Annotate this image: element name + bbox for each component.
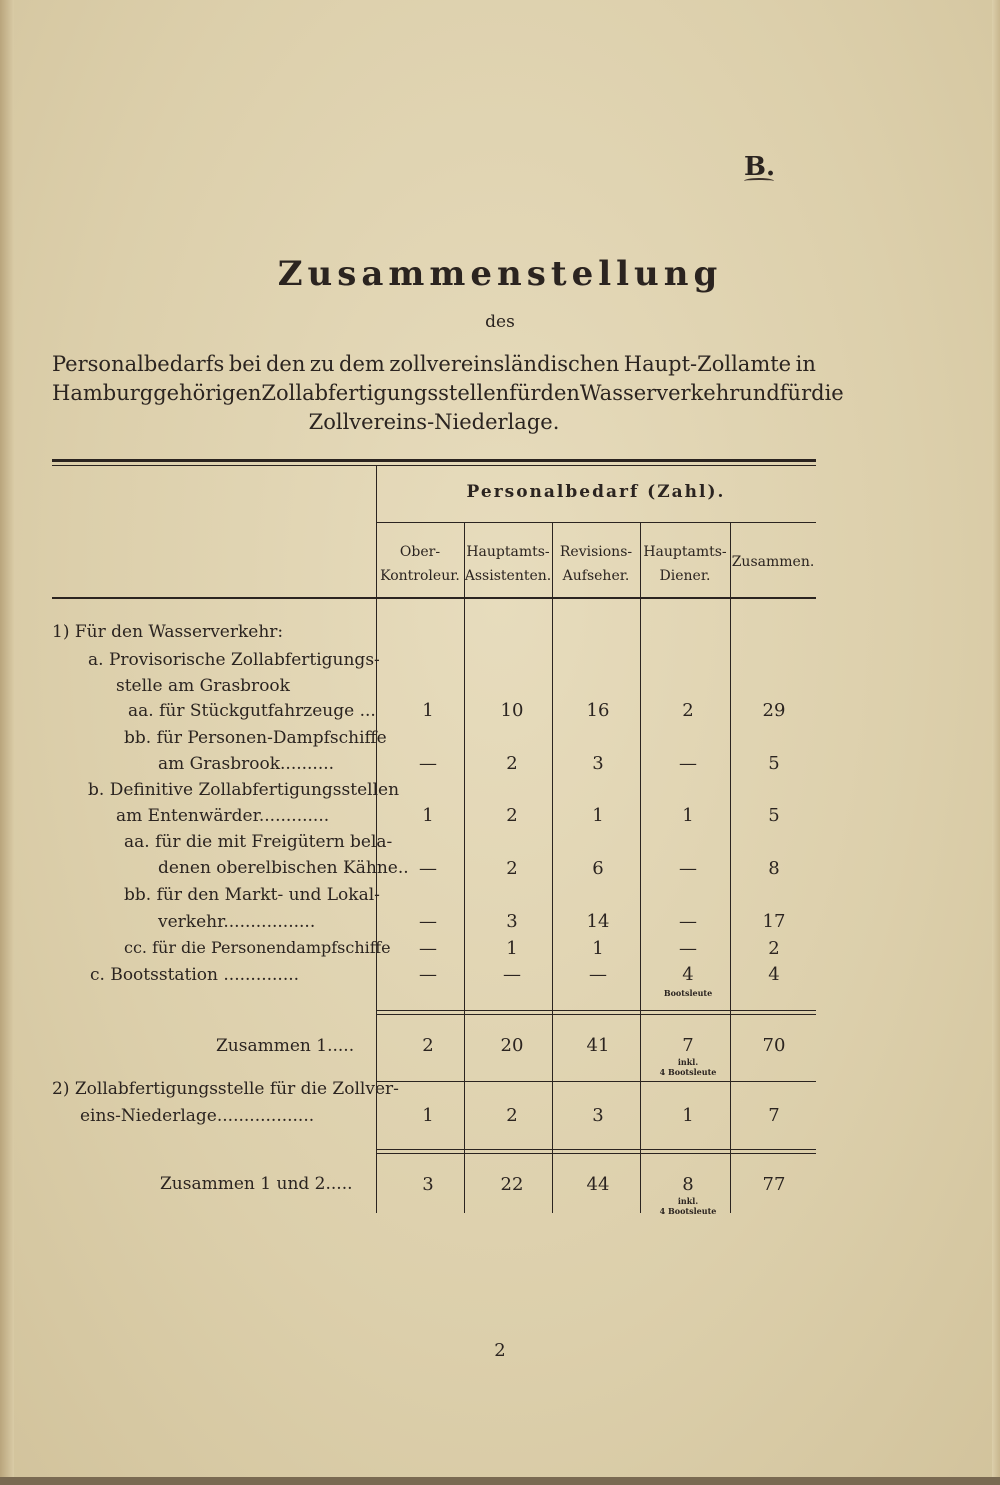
cell-b-zusammen: 5 <box>768 805 780 826</box>
intro-word: bei <box>228 352 262 376</box>
cell-b-aa-aufseher: 6 <box>592 858 604 879</box>
intro-word: und <box>739 381 780 405</box>
group-header-rule <box>376 522 816 523</box>
cell-b-aa-zusammen: 8 <box>768 858 780 879</box>
cell-b-assistenten: 2 <box>506 805 518 826</box>
group-header: Personalbedarf (Zahl). <box>466 482 726 502</box>
cell-total-zusammen: 77 <box>762 1174 786 1195</box>
intro-word: gehörigen <box>153 381 262 405</box>
cell-aa-assistenten: 10 <box>500 700 524 721</box>
cell-total-ober: 3 <box>422 1174 434 1195</box>
cell-s2-diener: 1 <box>682 1105 694 1126</box>
intro-line-3: Zollvereins-Niederlage. <box>308 410 560 434</box>
subtotal-rule <box>376 1010 816 1011</box>
title-connector: des <box>485 312 515 332</box>
cell-total-diener: 8 <box>682 1174 694 1195</box>
page-right-edge <box>992 0 1000 1485</box>
header-bottom-rule <box>52 597 816 599</box>
cell-total-diener-note-2: 4 Bootsleute <box>659 1206 717 1216</box>
cell-c-zusammen: 4 <box>768 964 780 985</box>
row-label-b-cont: am Entenwärder............. <box>116 806 330 826</box>
row-label-b: b. Definitive Zollabfertigungsstellen <box>88 780 400 800</box>
cell-z1-diener-note-2: 4 Bootsleute <box>659 1067 717 1077</box>
cell-s2-ober: 1 <box>422 1105 434 1126</box>
row-label-total: Zusammen 1 und 2..... <box>160 1174 353 1194</box>
row-label-c: c. Bootsstation .............. <box>90 965 300 985</box>
row-label-a-cont: stelle am Grasbrook <box>116 676 290 696</box>
cell-s2-assistenten: 2 <box>506 1105 518 1126</box>
intro-word: für <box>779 381 812 405</box>
row-label-section-2: 2) Zollabfertigungsstelle für die Zollver- <box>52 1079 399 1099</box>
cell-aa-aufseher: 16 <box>586 700 610 721</box>
cell-b-diener: 1 <box>682 805 694 826</box>
cell-z1-aufseher: 41 <box>586 1035 610 1056</box>
subtotal-rule-double <box>376 1014 816 1015</box>
section-rule <box>376 1081 816 1082</box>
intro-line-2 <box>52 379 844 408</box>
cell-cc-zusammen: 2 <box>768 938 780 959</box>
cell-total-aufseher: 44 <box>586 1174 610 1195</box>
cell-b-bb-diener: — <box>679 911 697 932</box>
cell-b-bb-zusammen: 17 <box>762 911 786 932</box>
cell-aa-ober: 1 <box>422 700 434 721</box>
cell-c-diener: 4 <box>682 964 694 985</box>
cell-z1-assistenten: 20 <box>500 1035 524 1056</box>
row-label-subtotal-1: Zusammen 1..... <box>216 1036 355 1056</box>
cell-c-diener-note: Bootsleute <box>663 988 713 998</box>
table-top-rule-thick <box>52 459 816 462</box>
cell-s2-zusammen: 7 <box>768 1105 780 1126</box>
section-mark-underline <box>744 178 774 184</box>
row-label-bb-cont: am Grasbrook.......... <box>158 754 335 774</box>
intro-line-1 <box>52 350 816 379</box>
row-label-b-aa-cont: denen oberelbischen Kähne.. <box>158 858 409 878</box>
intro-word: die <box>811 381 844 405</box>
page-bottom-edge <box>0 1477 1000 1485</box>
cell-c-aufseher: — <box>589 964 607 985</box>
intro-word: in <box>795 352 816 376</box>
column-header-ober-kontroleur: Ober- Kontroleur. <box>380 544 460 584</box>
cell-z1-diener-note-1: inkl. <box>677 1057 699 1067</box>
table-top-rule-thin <box>52 465 816 466</box>
cell-cc-assistenten: 1 <box>506 938 518 959</box>
intro-word: Personalbedarfs <box>52 352 225 376</box>
cell-cc-ober: — <box>419 938 437 959</box>
row-label-b-aa: aa. für die mit Freigütern bela- <box>124 832 393 852</box>
intro-word: für <box>509 381 541 405</box>
row-label-section-1: 1) Für den Wasserverkehr: <box>52 622 284 642</box>
cell-b-aa-ober: — <box>419 858 437 879</box>
cell-z1-zusammen: 70 <box>762 1035 786 1056</box>
cell-bb-ober: — <box>419 753 437 774</box>
cell-aa-zusammen: 29 <box>762 700 786 721</box>
cell-cc-aufseher: 1 <box>592 938 604 959</box>
cell-s2-aufseher: 3 <box>592 1105 604 1126</box>
row-label-aa: aa. für Stückgutfahrzeuge ... <box>128 701 376 721</box>
intro-word: Haupt-Zollamte <box>623 352 792 376</box>
row-label-a: a. Provisorische Zollabfertigungs- <box>88 650 380 670</box>
column-header-zusammen: Zusammen. <box>731 554 815 570</box>
intro-word: den <box>265 352 306 376</box>
page-number: 2 <box>494 1340 506 1361</box>
cell-bb-aufseher: 3 <box>592 753 604 774</box>
cell-aa-diener: 2 <box>682 700 694 721</box>
row-label-b-cc: cc. für die Personendampfschiffe <box>124 938 391 957</box>
cell-z1-ober: 2 <box>422 1035 434 1056</box>
cell-c-assistenten: — <box>503 964 521 985</box>
cell-z1-diener: 7 <box>682 1035 694 1056</box>
cell-bb-assistenten: 2 <box>506 753 518 774</box>
cell-c-ober: — <box>419 964 437 985</box>
column-header-revisions-aufseher: Revisions- Aufseher. <box>559 544 633 584</box>
page-binding-edge <box>0 0 14 1485</box>
cell-cc-diener: — <box>679 938 697 959</box>
cell-b-aa-assistenten: 2 <box>506 858 518 879</box>
row-label-section-2-cont: eins-Niederlage.................. <box>80 1106 315 1126</box>
intro-word: Hamburg <box>52 381 154 405</box>
cell-b-bb-ober: — <box>419 911 437 932</box>
cell-b-ober: 1 <box>422 805 434 826</box>
cell-total-diener-note-1: inkl. <box>677 1196 699 1206</box>
cell-b-bb-assistenten: 3 <box>506 911 518 932</box>
column-header-hauptamts-assistenten: Hauptamts- Assistenten. <box>464 544 552 584</box>
intro-paragraph <box>52 350 844 437</box>
row-label-b-bb: bb. für den Markt- und Lokal- <box>124 885 380 905</box>
intro-word: zu <box>309 352 335 376</box>
cell-bb-diener: — <box>679 753 697 774</box>
cell-b-aa-diener: — <box>679 858 697 879</box>
section-mark: B. <box>744 152 776 182</box>
page-title: Zusammenstellung <box>277 254 723 294</box>
intro-word: den <box>540 381 580 405</box>
intro-word: Zollabfertigungsstellen <box>261 381 510 405</box>
row-label-b-bb-cont: verkehr................. <box>158 912 316 932</box>
intro-word: zollvereinsländischen <box>389 352 620 376</box>
row-label-bb: bb. für Personen-Dampfschiffe <box>124 728 387 748</box>
total-rule <box>376 1149 816 1150</box>
cell-total-assistenten: 22 <box>500 1174 524 1195</box>
total-rule-double <box>376 1153 816 1154</box>
cell-bb-zusammen: 5 <box>768 753 780 774</box>
cell-b-bb-aufseher: 14 <box>586 911 610 932</box>
cell-b-aufseher: 1 <box>592 805 604 826</box>
column-header-hauptamts-diener: Hauptamts- Diener. <box>643 544 727 584</box>
intro-word: Wasserverkehr <box>579 381 740 405</box>
intro-word: dem <box>339 352 385 376</box>
